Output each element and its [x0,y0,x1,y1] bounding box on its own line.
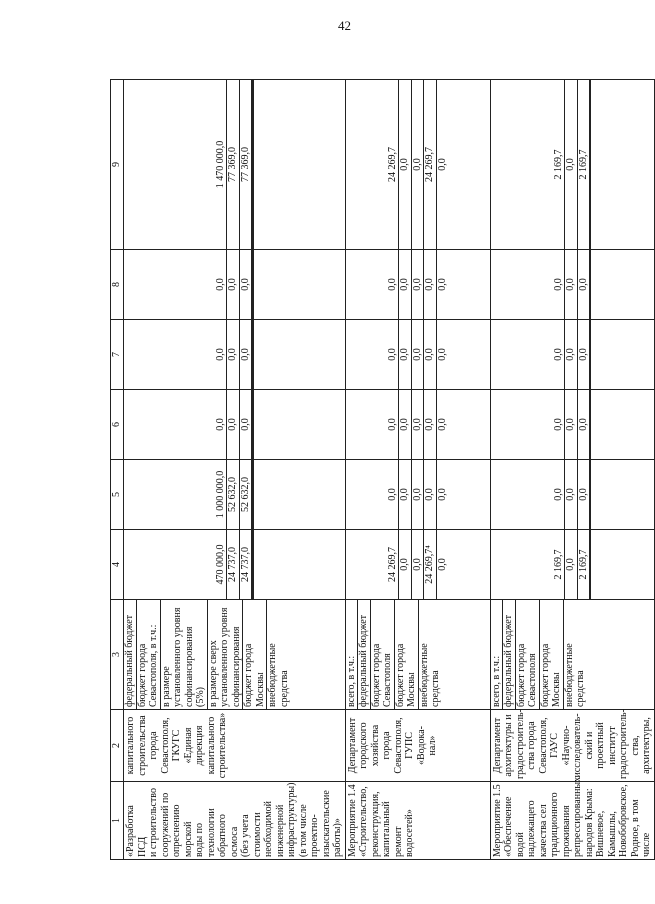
header-cell: 6 [111,390,124,460]
value-line: 0,0 [436,278,448,291]
value-line: 0,0 [424,320,437,389]
row-col1-cell: Мероприятие 1.4 «Строительство, реконструкция, капитальный ремонт водосетей» [345,782,490,860]
value-line: федеральный бюджет [124,600,137,709]
value-line: 0,0 [553,390,566,459]
value-line: в размере сверх установленного уровня софинансирования [208,600,244,709]
value-line: 0,0 [424,390,437,459]
value-line: 0,0 [399,460,412,529]
value-line: 24 737,0 [227,530,240,599]
row-col7-cell [124,320,346,390]
value-line: 0,0 [424,460,437,529]
value-line: 0,0 [215,250,228,319]
value-line: 0,0 [553,250,566,319]
value-line: 0,0 [215,320,228,389]
value-line: бюджет города Севастополя, в т.ч.: [137,600,161,709]
value-line: 24 269,7 [424,80,437,249]
value-line: 0,0 [227,390,240,459]
value-line: федеральный бюджет [358,600,371,709]
value-line: бюджет города Москвы [395,600,419,709]
value-line: 0,0 [399,320,412,389]
value-line: 0,0 [240,390,253,459]
table-body [124,80,655,860]
value-line: бюджет города Москвы [540,600,564,709]
value-line: 0,0 [578,320,591,389]
row-col9-cell [490,80,654,250]
value-line: в размере установленного уровня софинансирования (5%) [161,600,208,709]
value-line: 0,0 [215,390,228,459]
value-line [590,390,591,459]
row-col6-cell [345,390,490,460]
table-row [490,80,654,860]
value-line: 0,0 [412,250,425,319]
row-col8-cell [345,250,490,320]
value-line: 24 269,7 [387,530,400,599]
value-line: 0,0 [227,320,240,389]
budget-table-rotated [110,80,652,860]
row-col4-cell [490,530,654,600]
value-line: 0,0 [436,558,448,571]
budget-table [110,79,655,860]
value-line: внебюджетные средства [418,643,441,707]
page-number: 42 [338,18,351,33]
header-row [111,80,124,860]
value-line [590,530,591,599]
header-cell: 9 [111,80,124,250]
row-col8-cell [490,250,654,320]
value-line: 0,0 [412,320,425,389]
row-col7-cell [345,320,490,390]
value-line: внебюджетные средства [563,643,586,707]
value-line: бюджет города Севастополя [516,600,540,709]
value-line: 0,0 [227,250,240,319]
value-line [590,80,591,249]
row-col5-cell [124,460,346,530]
value-line: 0,0 [553,320,566,389]
value-line: 0,0 [578,390,591,459]
row-col3-cell [490,600,654,710]
value-line: 0,0 [399,80,412,249]
value-line: 0,0 [412,390,425,459]
value-line: бюджет города Москвы [243,600,267,709]
row-col7-cell [490,320,654,390]
value-line [253,460,254,529]
value-line: 52 632,0 [227,460,240,529]
value-line: 2 169,7 [553,530,566,599]
value-line: 0,0 [436,348,448,361]
row-col9-cell [345,80,490,250]
value-line: 2 169,7 [578,530,591,599]
header-cell: 2 [111,710,124,782]
value-line: 470 000,0 [215,530,228,599]
row-col1-cell: Мероприятие 1.5 «Обеспечение водой надлежащего качества сел традиционного проживания репрессированных народов Крыма: Вишневое, Камышлы, Новобобровское, Родное, в том числе [490,782,654,860]
value-line: 0,0 [578,460,591,529]
value-line: 0,0 [565,460,578,529]
value-line: федеральный бюджет [503,600,516,709]
row-col3-cell [124,600,346,710]
value-line [253,530,254,599]
value-line [253,80,254,249]
value-line: 24 737,0 [240,530,253,599]
value-line: 0,0 [436,418,448,431]
row-col4-cell [124,530,346,600]
value-line [590,250,591,319]
value-line: 0,0 [565,320,578,389]
row-col6-cell [124,390,346,460]
value-line: 0,0 [436,488,448,501]
value-line: 77 369,0 [227,80,240,249]
value-line: 2 169,7 [578,80,591,249]
row-col1-cell: «Разработка ПСД и строительство сооружений по опреснению морской воды по технологии обратного осмоса (без учета стоимости необходимой инженерной инфраструктуры) (в том числе проектно- изыскательские работы)» [124,782,346,860]
header-cell: 3 [111,600,124,710]
value-line [590,460,591,529]
header-cell: 1 [111,782,124,860]
value-line: 0,0 [436,158,448,171]
row-col8-cell [124,250,346,320]
table-row [345,80,490,860]
header-cell: 4 [111,530,124,600]
value-line: 0,0 [553,460,566,529]
row-col6-cell [490,390,654,460]
row-col9-cell [124,80,346,250]
value-line: 24 269,7 [387,80,400,249]
value-line: 0,0 [578,250,591,319]
row-col3-cell [345,600,490,710]
value-line: всего, в т.ч.: [491,600,504,709]
value-line: 52 632,0 [240,460,253,529]
value-line: 0,0 [565,250,578,319]
value-line: внебюджетные средства [267,643,290,707]
value-line: 0,0 [565,80,578,249]
value-line: 0,0 [565,390,578,459]
value-line: 77 369,0 [240,80,253,249]
value-line: 0,0 [399,250,412,319]
row-col4-cell [345,530,490,600]
row-col2-cell: Департамент архитектуры и градостроитель- ства города Севастополя, ГАУС «Научно- исследователь- ский и проектный институт градостроитель- ства, архитектуры, [490,710,654,782]
value-line: 0,0 [412,80,425,249]
value-line: 0,0 [387,250,400,319]
row-col2-cell: Департамент городского хозяйства города Севастополя, ГУПС «Водока- нал» [345,710,490,782]
value-line: всего, в т.ч.: [346,600,359,709]
value-line: 0,0 [399,390,412,459]
value-line: 1 000 000,0 [215,460,228,529]
row-col2-cell: капитального строительства города Севастополя, ГКУГС «Единая дирекция капитального строительства» [124,710,346,782]
value-line [253,390,254,459]
value-line: 0,0 [240,320,253,389]
value-line: 0,0 [387,390,400,459]
value-line: бюджет города Севастополя [371,600,395,709]
value-line: 1 470 000,0 [215,80,228,249]
value-line [253,320,254,389]
value-line: 2 169,7 [553,80,566,249]
table-row [124,80,346,860]
value-line: 0,0 [387,320,400,389]
row-col5-cell [490,460,654,530]
value-line [253,250,254,319]
value-line: 0,0 [387,460,400,529]
value-line: 0,0 [412,460,425,529]
value-line: 0,0 [424,250,437,319]
value-line: 0,0 [240,250,253,319]
header-cell: 5 [111,460,124,530]
header-cell: 8 [111,250,124,320]
value-line: 24 269,7⁴ [424,530,437,599]
row-col5-cell [345,460,490,530]
header-cell: 7 [111,320,124,390]
value-line: 0,0 [399,530,412,599]
value-line [590,320,591,389]
value-line: 0,0 [565,530,578,599]
value-line: 0,0 [412,530,425,599]
